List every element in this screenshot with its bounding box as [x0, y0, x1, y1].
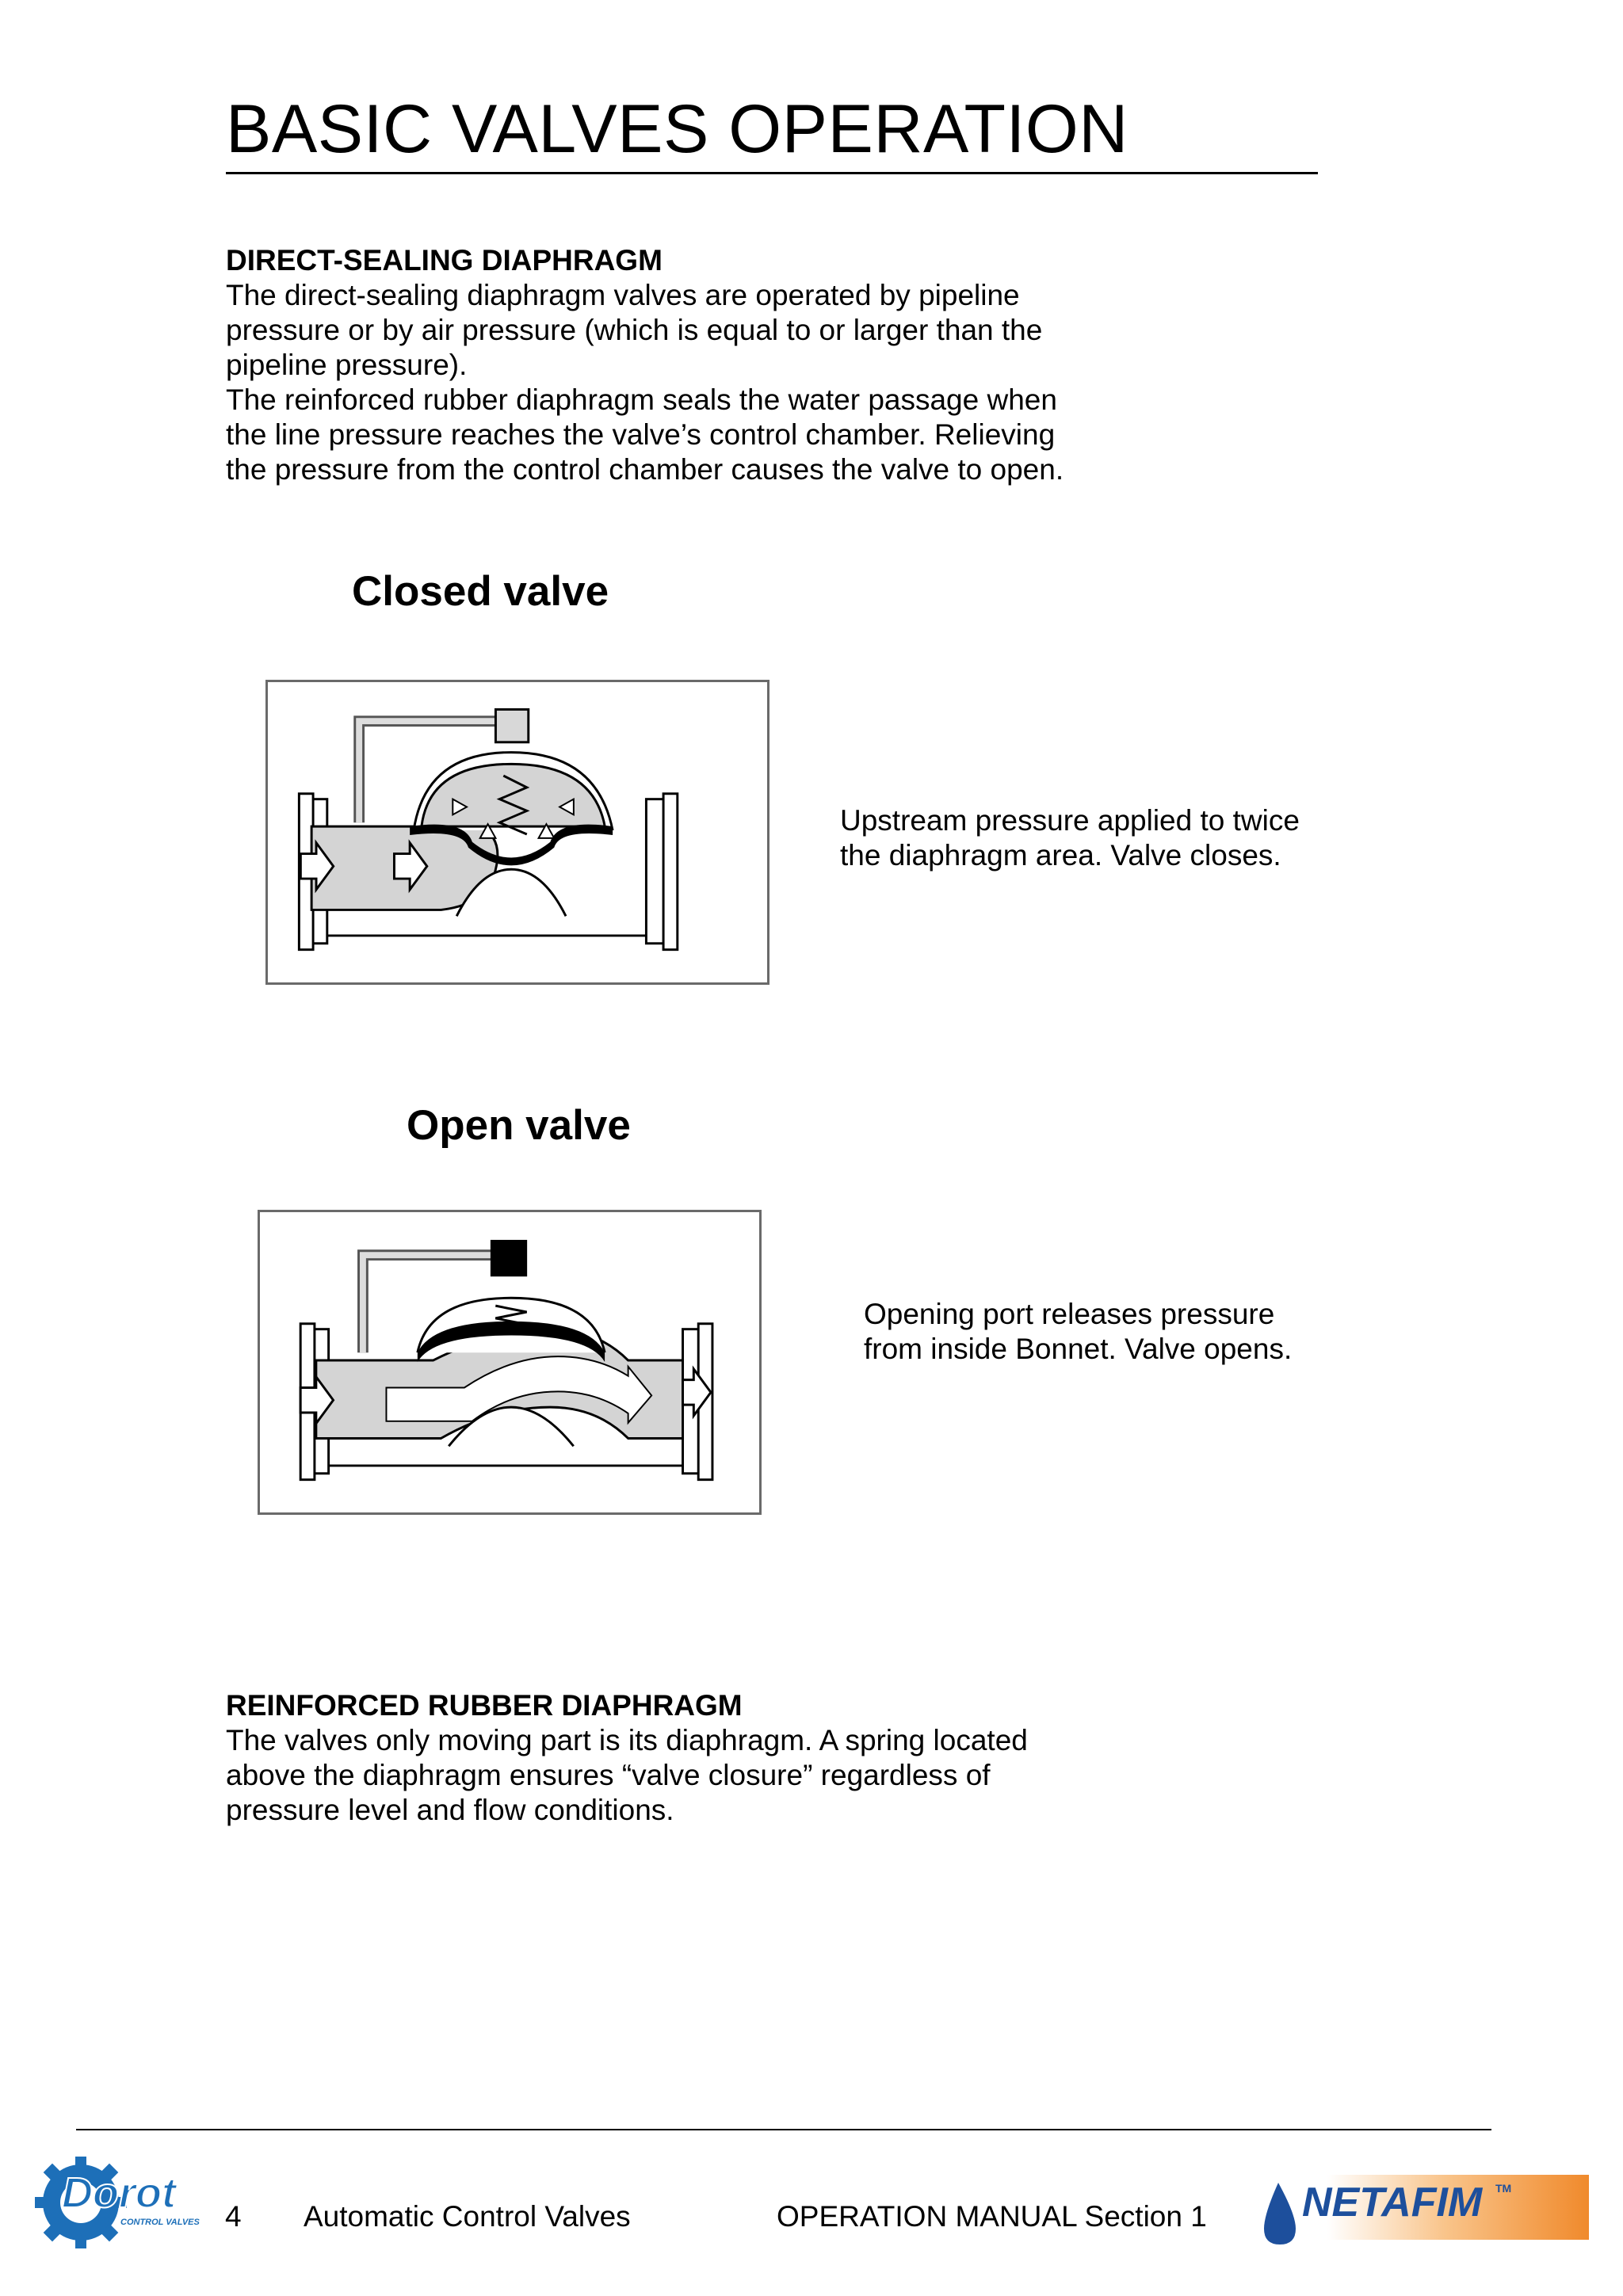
closed-valve-caption — [840, 803, 1300, 873]
dorot-logo — [32, 2150, 214, 2253]
body-line: pressure or by air pressure (which is equal to or larger than the — [226, 314, 1043, 346]
section-heading-direct-sealing: DIRECT-SEALING DIAPHRAGM — [226, 244, 663, 277]
closed-valve-diagram — [265, 680, 769, 985]
footer-page-number: 4 — [225, 2200, 242, 2233]
water-drop-icon — [1264, 2183, 1296, 2245]
dorot-gear-icon — [32, 2150, 214, 2253]
title-rule — [226, 172, 1318, 174]
netafim-logo — [1256, 2175, 1589, 2254]
body-line: The direct-sealing diaphragm valves are operated by pipeline — [226, 279, 1020, 311]
section-body-reinforced — [226, 1723, 1028, 1828]
caption-line: Upstream pressure applied to twice — [840, 804, 1300, 837]
dorot-logo-text: Dorot — [62, 2169, 176, 2217]
footer-right-text: OPERATION MANUAL Section 1 — [777, 2200, 1207, 2233]
netafim-logo-text: NETAFIM — [1302, 2180, 1483, 2225]
body-line: above the diaphragm ensures “valve closure” regardless of — [226, 1759, 991, 1791]
closed-valve-illustration — [268, 682, 767, 982]
open-valve-diagram — [258, 1210, 762, 1515]
closed-valve-heading: Closed valve — [352, 568, 609, 615]
body-line: the line pressure reaches the valve’s control chamber. Relieving — [226, 418, 1056, 451]
open-valve-heading: Open valve — [407, 1102, 631, 1149]
caption-line: from inside Bonnet. Valve opens. — [864, 1333, 1293, 1365]
caption-line: Opening port releases pressure — [864, 1298, 1275, 1330]
dorot-logo-subtext: CONTROL VALVES — [120, 2218, 200, 2227]
section-body-direct-sealing — [226, 278, 1064, 487]
page-title: BASIC VALVES OPERATION — [226, 91, 1128, 167]
open-valve-caption — [864, 1297, 1292, 1367]
body-line: The valves only moving part is its diaphragm. A spring located — [226, 1724, 1028, 1756]
footer-rule — [76, 2129, 1491, 2130]
footer-left-text: Automatic Control Valves — [304, 2200, 631, 2233]
body-line: The reinforced rubber diaphragm seals the water passage when — [226, 383, 1057, 416]
caption-line: the diaphragm area. Valve closes. — [840, 839, 1281, 871]
body-line: pressure level and flow conditions. — [226, 1794, 674, 1826]
body-line: pipeline pressure). — [226, 349, 468, 381]
open-valve-illustration — [260, 1212, 759, 1512]
body-line: the pressure from the control chamber causes the valve to open. — [226, 453, 1064, 486]
section-heading-reinforced: REINFORCED RUBBER DIAPHRAGM — [226, 1689, 743, 1722]
netafim-logo-graphic — [1256, 2175, 1589, 2254]
netafim-tm: TM — [1495, 2182, 1512, 2195]
